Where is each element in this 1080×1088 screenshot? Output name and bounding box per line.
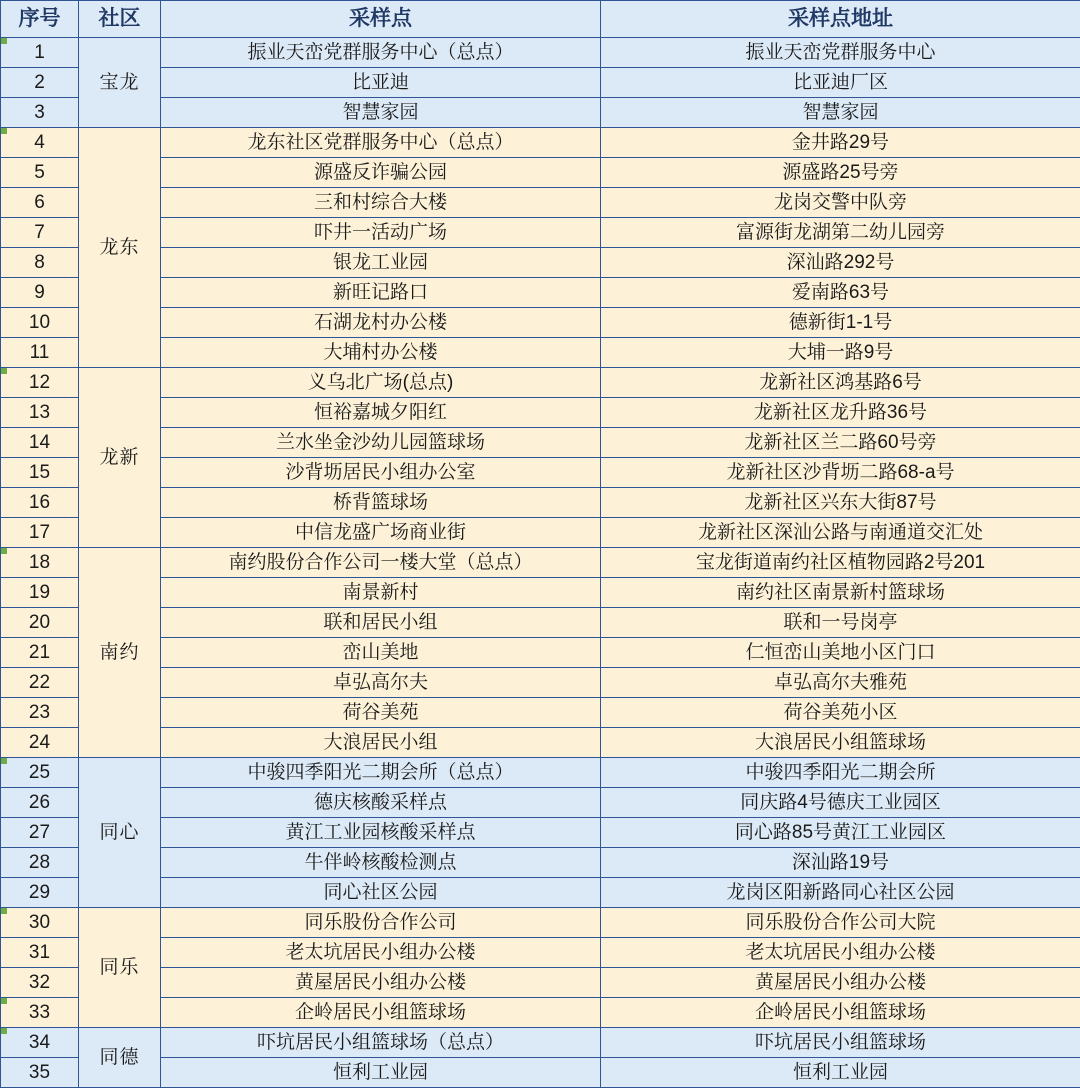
- cell-index: 3: [1, 98, 79, 128]
- cell-site: 吓井一活动广场: [161, 218, 601, 248]
- cell-index: 4: [1, 128, 79, 158]
- cell-index: 27: [1, 818, 79, 848]
- table-row: [1, 998, 1080, 1028]
- cell-site: 比亚迪: [161, 68, 601, 98]
- cell-index: 29: [1, 878, 79, 908]
- cell-address: 龙新社区沙背坜二路68-a号: [601, 458, 1080, 488]
- cell-address: 龙新社区兴东大街87号: [601, 488, 1080, 518]
- table-row: [1, 548, 1080, 578]
- cell-community: 同德: [79, 1028, 161, 1088]
- table-row: [1, 308, 1080, 338]
- cell-index: 15: [1, 458, 79, 488]
- cell-index: 9: [1, 278, 79, 308]
- cell-address: 龙岗区阳新路同心社区公园: [601, 878, 1080, 908]
- table-row: [1, 938, 1080, 968]
- table-row: [1, 488, 1080, 518]
- table-row: [1, 128, 1080, 158]
- cell-index: 6: [1, 188, 79, 218]
- cell-community: 宝龙: [79, 38, 161, 128]
- table-body: [1, 38, 1080, 1088]
- cell-address: 大埔一路9号: [601, 338, 1080, 368]
- cell-address: 龙岗交警中队旁: [601, 188, 1080, 218]
- table-row: [1, 638, 1080, 668]
- cell-index: 31: [1, 938, 79, 968]
- table-row: [1, 218, 1080, 248]
- table-row: [1, 818, 1080, 848]
- cell-index: 14: [1, 428, 79, 458]
- table-row: [1, 1058, 1080, 1088]
- cell-index: 12: [1, 368, 79, 398]
- cell-index: 1: [1, 38, 79, 68]
- cell-index: 2: [1, 68, 79, 98]
- cell-address: 源盛路25号旁: [601, 158, 1080, 188]
- table-row: [1, 38, 1080, 68]
- cell-address: 同乐股份合作公司大院: [601, 908, 1080, 938]
- cell-address: 黄屋居民小组办公楼: [601, 968, 1080, 998]
- table-row: [1, 728, 1080, 758]
- cell-address: 宝龙街道南约社区植物园路2号201: [601, 548, 1080, 578]
- cell-index: 24: [1, 728, 79, 758]
- cell-site: 中信龙盛广场商业街: [161, 518, 601, 548]
- cell-address: 龙新社区深汕公路与南通道交汇处: [601, 518, 1080, 548]
- cell-site: 联和居民小组: [161, 608, 601, 638]
- cell-address: 深汕路19号: [601, 848, 1080, 878]
- cell-index: 13: [1, 398, 79, 428]
- table-row: [1, 878, 1080, 908]
- cell-address: 同庆路4号德庆工业园区: [601, 788, 1080, 818]
- cell-site: 大埔村办公楼: [161, 338, 601, 368]
- table-row: [1, 338, 1080, 368]
- cell-address: 大浪居民小组篮球场: [601, 728, 1080, 758]
- table-row: [1, 908, 1080, 938]
- cell-index: 28: [1, 848, 79, 878]
- cell-index: 35: [1, 1058, 79, 1088]
- cell-address: 龙新社区兰二路60号旁: [601, 428, 1080, 458]
- cell-community: 龙东: [79, 128, 161, 368]
- cell-index: 17: [1, 518, 79, 548]
- cell-index: 33: [1, 998, 79, 1028]
- cell-site: 义乌北广场(总点): [161, 368, 601, 398]
- cell-site: 峦山美地: [161, 638, 601, 668]
- cell-site: 恒裕嘉城夕阳红: [161, 398, 601, 428]
- table-row: [1, 968, 1080, 998]
- table-row: [1, 698, 1080, 728]
- table-row: [1, 98, 1080, 128]
- cell-index: 18: [1, 548, 79, 578]
- cell-site: 龙东社区党群服务中心（总点）: [161, 128, 601, 158]
- cell-site: 银龙工业园: [161, 248, 601, 278]
- cell-index: 32: [1, 968, 79, 998]
- cell-index: 23: [1, 698, 79, 728]
- table-row: [1, 608, 1080, 638]
- cell-index: 30: [1, 908, 79, 938]
- table-row: [1, 368, 1080, 398]
- cell-index: 22: [1, 668, 79, 698]
- cell-index: 7: [1, 218, 79, 248]
- table-header-row: [1, 1, 1080, 38]
- table-row: [1, 788, 1080, 818]
- cell-address: 南约社区南景新村篮球场: [601, 578, 1080, 608]
- cell-site: 智慧家园: [161, 98, 601, 128]
- cell-index: 21: [1, 638, 79, 668]
- column-header-address: 采样点地址: [601, 1, 1080, 38]
- table-row: [1, 848, 1080, 878]
- cell-site: 德庆核酸采样点: [161, 788, 601, 818]
- cell-site: 新旺记路口: [161, 278, 601, 308]
- column-header-community: 社区: [79, 1, 161, 38]
- cell-address: 智慧家园: [601, 98, 1080, 128]
- cell-index: 34: [1, 1028, 79, 1058]
- cell-site: 振业天峦党群服务中心（总点）: [161, 38, 601, 68]
- cell-community: 同心: [79, 758, 161, 908]
- table-row: [1, 68, 1080, 98]
- table-row: [1, 1028, 1080, 1058]
- cell-address: 振业天峦党群服务中心: [601, 38, 1080, 68]
- table-row: [1, 758, 1080, 788]
- cell-site: 石湖龙村办公楼: [161, 308, 601, 338]
- cell-site: 兰水坐金沙幼儿园篮球场: [161, 428, 601, 458]
- cell-address: 老太坑居民小组办公楼: [601, 938, 1080, 968]
- cell-index: 11: [1, 338, 79, 368]
- cell-site: 三和村综合大楼: [161, 188, 601, 218]
- cell-index: 16: [1, 488, 79, 518]
- cell-site: 同乐股份合作公司: [161, 908, 601, 938]
- cell-community: 龙新: [79, 368, 161, 548]
- cell-site: 沙背坜居民小组办公室: [161, 458, 601, 488]
- cell-site: 南景新村: [161, 578, 601, 608]
- cell-address: 中骏四季阳光二期会所: [601, 758, 1080, 788]
- cell-address: 恒利工业园: [601, 1058, 1080, 1088]
- cell-site: 老太坑居民小组办公楼: [161, 938, 601, 968]
- cell-address: 龙新社区鸿基路6号: [601, 368, 1080, 398]
- table-row: [1, 278, 1080, 308]
- cell-address: 同心路85号黄江工业园区: [601, 818, 1080, 848]
- table-row: [1, 458, 1080, 488]
- cell-index: 26: [1, 788, 79, 818]
- cell-site: 桥背篮球场: [161, 488, 601, 518]
- cell-site: 黄屋居民小组办公楼: [161, 968, 601, 998]
- cell-address: 爱南路63号: [601, 278, 1080, 308]
- cell-index: 19: [1, 578, 79, 608]
- cell-site: 企岭居民小组篮球场: [161, 998, 601, 1028]
- cell-address: 比亚迪厂区: [601, 68, 1080, 98]
- cell-address: 仁恒峦山美地小区门口: [601, 638, 1080, 668]
- cell-index: 8: [1, 248, 79, 278]
- cell-index: 25: [1, 758, 79, 788]
- table-row: [1, 158, 1080, 188]
- cell-address: 金井路29号: [601, 128, 1080, 158]
- column-header-site: 采样点: [161, 1, 601, 38]
- table-row: [1, 428, 1080, 458]
- cell-address: 卓弘高尔夫雅苑: [601, 668, 1080, 698]
- table-row: [1, 188, 1080, 218]
- table-row: [1, 518, 1080, 548]
- table-row: [1, 248, 1080, 278]
- table-row: [1, 398, 1080, 428]
- cell-community: 南约: [79, 548, 161, 758]
- cell-site: 吓坑居民小组篮球场（总点）: [161, 1028, 601, 1058]
- cell-site: 大浪居民小组: [161, 728, 601, 758]
- cell-address: 联和一号岗亭: [601, 608, 1080, 638]
- cell-index: 10: [1, 308, 79, 338]
- table-row: [1, 578, 1080, 608]
- cell-site: 同心社区公园: [161, 878, 601, 908]
- cell-address: 德新街1-1号: [601, 308, 1080, 338]
- cell-community: 同乐: [79, 908, 161, 1028]
- cell-site: 南约股份合作公司一楼大堂（总点）: [161, 548, 601, 578]
- cell-index: 5: [1, 158, 79, 188]
- cell-site: 恒利工业园: [161, 1058, 601, 1088]
- table-row: [1, 668, 1080, 698]
- cell-address: 企岭居民小组篮球场: [601, 998, 1080, 1028]
- cell-address: 富源街龙湖第二幼儿园旁: [601, 218, 1080, 248]
- cell-address: 荷谷美苑小区: [601, 698, 1080, 728]
- cell-site: 源盛反诈骗公园: [161, 158, 601, 188]
- cell-site: 黄江工业园核酸采样点: [161, 818, 601, 848]
- cell-index: 20: [1, 608, 79, 638]
- cell-site: 牛伴岭核酸检测点: [161, 848, 601, 878]
- cell-address: 龙新社区龙升路36号: [601, 398, 1080, 428]
- cell-site: 卓弘高尔夫: [161, 668, 601, 698]
- cell-site: 荷谷美苑: [161, 698, 601, 728]
- cell-address: 吓坑居民小组篮球场: [601, 1028, 1080, 1058]
- cell-address: 深汕路292号: [601, 248, 1080, 278]
- cell-site: 中骏四季阳光二期会所（总点）: [161, 758, 601, 788]
- column-header-index: 序号: [1, 1, 79, 38]
